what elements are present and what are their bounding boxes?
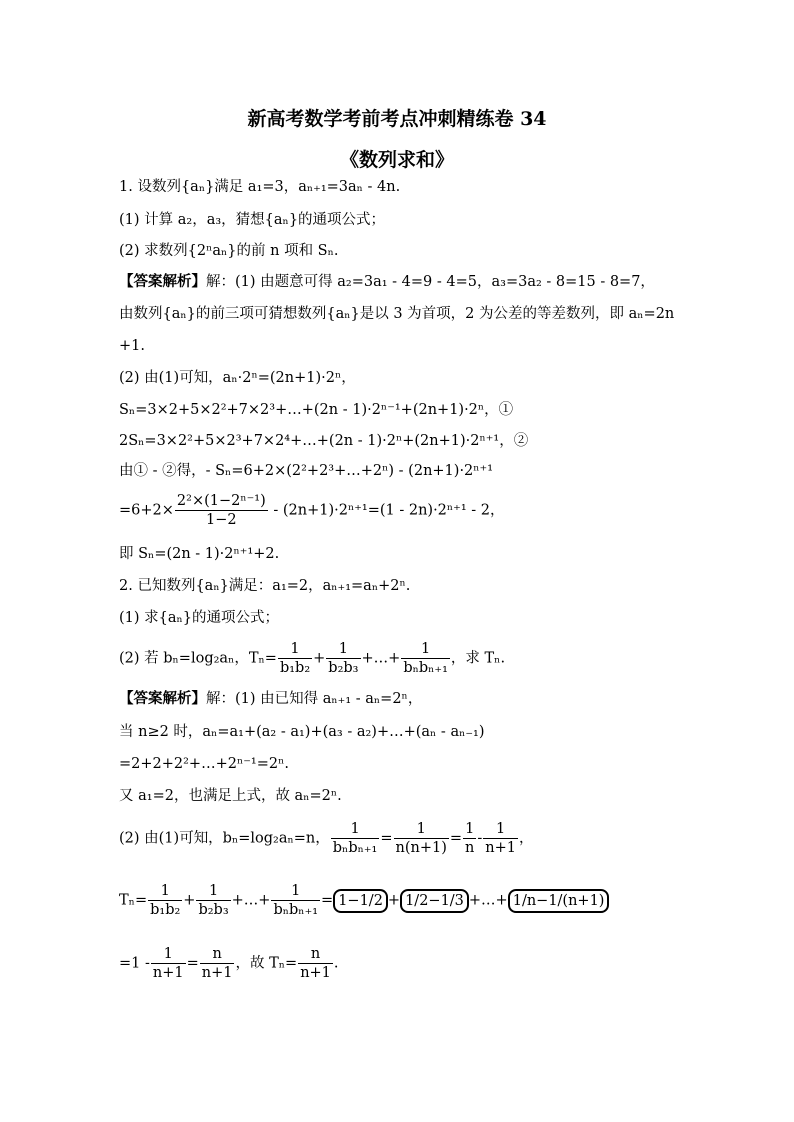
answer-label: 【答案解析】 (119, 273, 206, 290)
q2-part1: (1) 求{aₙ}的通项公式； (119, 610, 280, 626)
fraction-denominator: n+1 (201, 965, 233, 981)
q2-answer-line-1 (119, 689, 422, 709)
q1-answer-line-2: 由数列{aₙ}的前三项可猜想数列{aₙ}是以 3 为首项，2 为公差的等差数列，即 aₙ=2n (119, 306, 675, 322)
fraction-numerator: 1 (394, 820, 449, 839)
q1-answer-line-8 (119, 492, 504, 529)
fraction-denominator: n+1 (152, 965, 184, 981)
fraction-numerator: 2²×(1−2ⁿ⁻¹) (176, 493, 266, 509)
fraction-numerator: 1 (401, 640, 450, 659)
answer-text: 解：(1) 由题意可得 a₂=3a₁ - 4=9 - 4=5，a₃=3a₂ - 8=15 - 8=7， (206, 274, 655, 290)
expr-suffix: ， (519, 830, 534, 847)
fraction-numerator: 1 (148, 882, 182, 901)
fraction-denominator: n+1 (300, 965, 331, 981)
fraction (331, 820, 380, 857)
equals-sign: = (380, 830, 393, 847)
expr-suffix: . (333, 955, 339, 972)
fraction (151, 945, 186, 982)
fraction (148, 882, 182, 919)
q2-answer-line-2: 当 n≥2 时，aₙ=a₁+(a₂ - a₁)+(a₃ - a₂)+…+(aₙ - aₙ₋₁) (119, 724, 485, 740)
q1-part2: (2) 求数列{2ⁿaₙ}的前 n 项和 Sₙ. (119, 243, 339, 259)
expr-prefix: =6+2× (119, 502, 174, 519)
fraction-numerator: n (298, 945, 333, 964)
q1-answer-line-1 (119, 272, 655, 292)
fraction-numerator: 1 (151, 945, 186, 964)
q2-answer-line-5: (2) 由(1)可知，bₙ=log₂aₙ=n， $\frac{1}{\text{bₙbₙ₊₁}}$ = $\frac{1}{n(n+1)}$ = $\frac{1}{n}$ - $\frac{1}{n+1}$ ， (119, 821, 534, 856)
fraction-denominator: bₙbₙ₊₁ (273, 902, 319, 918)
expr-text: ，故 Tₙ= (235, 955, 298, 972)
fraction-numerator: 1 (271, 882, 320, 901)
fraction (196, 882, 230, 919)
q1-answer-line-6: 2Sₙ=3×2²+5×2³+7×2⁴+…+(2n - 1)·2ⁿ+(2n+1)·2ⁿ⁺¹，② (119, 433, 529, 449)
expr-prefix: (2) 若 bₙ=log₂aₙ，Tₙ= (119, 650, 277, 667)
fraction (278, 640, 312, 677)
fraction-denominator: n+1 (485, 840, 516, 856)
paren-group: 1/2−1/3 (400, 889, 469, 913)
answer-text: 解：(1) 由已知得 aₙ₊₁ - aₙ=2ⁿ， (206, 691, 423, 707)
fraction-numerator: 1 (483, 820, 518, 839)
expr-suffix: ，求 Tₙ. (450, 650, 506, 667)
document-title: 新高考数学考前考点冲刺精练卷 34 (247, 108, 547, 130)
fraction-denominator: bₙbₙ₊₁ (332, 840, 378, 856)
q1-part1: (1) 计算 a₂，a₃，猜想{aₙ}的通项公式； (119, 212, 386, 228)
document-subtitle: 《数列求和》 (339, 149, 454, 171)
q2-answer-line-4: 又 a₁=2，也满足上式，故 aₙ=2ⁿ. (119, 788, 342, 804)
fraction (326, 640, 360, 677)
fraction (401, 640, 450, 677)
expr-prefix: =1 - (119, 955, 150, 972)
fraction-numerator: 1 (331, 820, 380, 839)
q2-stem: 2. 已知数列{aₙ}满足：a₁=2，aₙ₊₁=aₙ+2ⁿ. (119, 578, 411, 594)
expr-suffix: - (2n+1)·2ⁿ⁺¹=(1 - 2n)·2ⁿ⁺¹ - 2， (273, 502, 505, 519)
q1-stem: 1. 设数列{aₙ}满足 a₁=3，aₙ₊₁=3aₙ - 4n. (119, 179, 401, 195)
fraction (463, 820, 476, 857)
fraction (271, 882, 320, 919)
q1-answer-line-7: 由① - ②得，- Sₙ=6+2×(2²+2³+…+2ⁿ) - (2n+1)·2ⁿ⁺¹ (119, 463, 494, 479)
fraction (298, 945, 333, 982)
fraction-denominator: b₂b₃ (328, 660, 359, 676)
fraction-denominator: b₁b₂ (150, 902, 181, 918)
q2-answer-line-7 (119, 945, 339, 982)
fraction-denominator: bₙbₙ₊₁ (403, 660, 448, 676)
paren-group: 1−1/2 (333, 889, 388, 913)
fraction (483, 820, 518, 857)
fraction-numerator: n (200, 945, 235, 964)
fraction-denominator: n(n+1) (395, 840, 447, 856)
fraction-denominator: 1−2 (206, 512, 237, 528)
minus-sign: - (477, 830, 483, 847)
expr-ellipsis: +…+ (231, 892, 271, 909)
fraction (200, 945, 235, 982)
fraction (394, 820, 449, 857)
q1-answer-line-4: (2) 由(1)可知，aₙ·2ⁿ=(2n+1)·2ⁿ， (119, 370, 356, 386)
expr-prefix: (2) 由(1)可知，bₙ=log₂aₙ=n， (119, 830, 330, 847)
fraction-numerator: 1 (278, 640, 312, 659)
expr-ellipsis: +…+ (361, 650, 401, 667)
fraction-denominator: n (465, 840, 475, 856)
q2-answer-line-6: Tₙ= $\frac{1}{\text{b₁b₂}}$ + $\frac{1}{\text{b₂b₃}}$ +…+ $\frac{1}{\text{bₙbₙ₊₁}}$ = 1−1/2 + 1/2−1/3 +…+ 1/n−1/(n+1) (119, 882, 609, 919)
q2-answer-line-3: =2+2+2²+…+2ⁿ⁻¹=2ⁿ. (119, 756, 289, 772)
q2-part2: (2) 若 bₙ=log₂aₙ，Tₙ= $\frac{1}{\text{b₁b₂}}$ + $\frac{1}{\text{b₂b₃}}$ +…+ $\frac{1}{\text{bₙbₙ₊₁}}$ ，求 Tₙ. (119, 641, 506, 676)
q1-answer-line-5: Sₙ=3×2+5×2²+7×2³+…+(2n - 1)·2ⁿ⁻¹+(2n+1)·2ⁿ，① (119, 402, 514, 418)
fraction (175, 492, 268, 529)
fraction-numerator: 1 (196, 882, 230, 901)
expr-prefix: Tₙ= (119, 892, 148, 909)
answer-label: 【答案解析】 (119, 690, 206, 707)
fraction-numerator: 1 (463, 820, 476, 839)
q1-answer-line-3: +1. (119, 338, 145, 354)
q1-answer-line-9: 即 Sₙ=(2n - 1)·2ⁿ⁺¹+2. (119, 546, 280, 562)
fraction-numerator: 1 (326, 640, 360, 659)
equals-sign: = (186, 955, 199, 972)
paren-group: 1/n−1/(n+1) (508, 889, 610, 913)
fraction-denominator: b₁b₂ (279, 660, 311, 676)
fraction-denominator: b₂b₃ (198, 902, 229, 918)
